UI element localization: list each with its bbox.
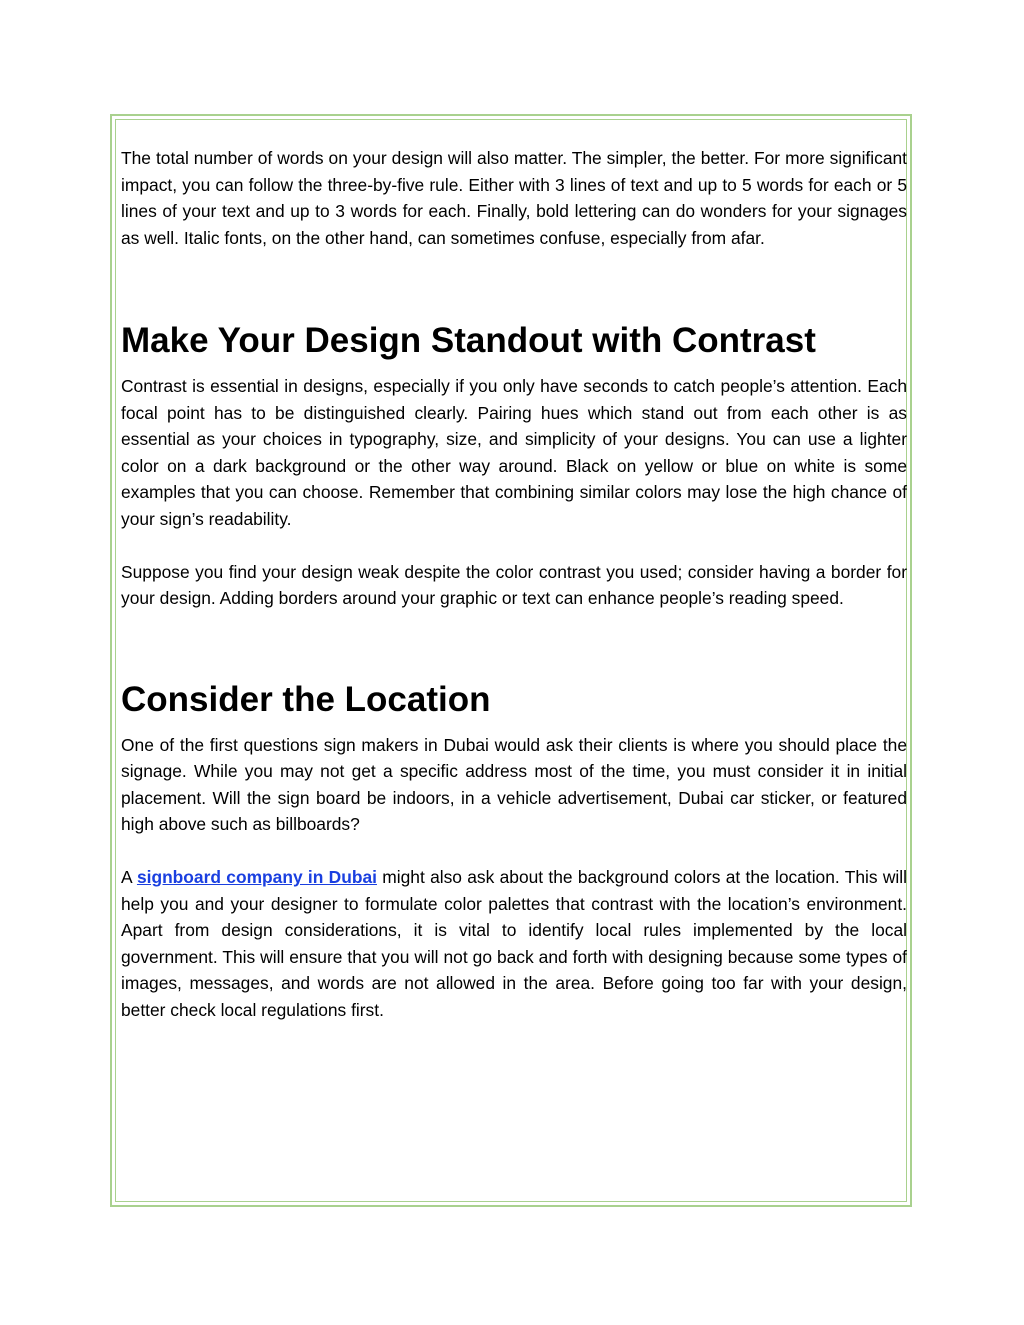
signboard-company-link[interactable]: signboard company in Dubai <box>136 867 377 887</box>
contrast-heading: Make Your Design Standout with Contrast <box>121 321 816 360</box>
contrast-paragraph-2: Suppose you find your design weak despite the color contrast you used; consider having a border for your design. Adding borders around your graphic or text can enhance people’s reading speed. <box>121 561 907 608</box>
location-paragraph-2-prefix: A <box>121 867 137 887</box>
location-paragraph-2-rest: might also ask about the background colors at the location. This will help you and your designer to formulate color palettes that contrast with the location’s environment. Apart from design considerations, it is vital to identify local rules implemented by the local government. This will ensure that you will not go back and forth with designing because some types of images, messages, and words are not allowed in the area. Before going too far with your design, better check local regulations first. <box>121 867 907 1020</box>
location-heading: Consider the Location <box>121 679 491 719</box>
location-paragraph-1: One of the first questions sign makers in Dubai would ask their clients is where you should place the signage. While you may not get a specific address most of the time, you must consider it in initial placement. Will the sign board be indoors, in a vehicle advertisement, Dubai car sticker, or featured high above such as billboards? <box>121 734 907 834</box>
contrast-paragraph-1: Contrast is essential in designs, especially if you only have seconds to catch people’s attention. Each focal point has to be distinguished clearly. Pairing hues which stand out from each other is as essential as your choices in typography, size, and simplicity of your designs. You can use a lighter color on a dark background or the other way around. Black on yellow or blue on white is some examples that you can choose. Remember that combining similar colors may lose the high chance of your sign’s readability. <box>121 376 907 529</box>
intro-paragraph: The total number of words on your design will also matter. The simpler, the better. For more significant impact, you can follow the three-by-five rule. Either with 3 lines of text and up to 5 words for each or 5 lines of your text and up to 3 words for each. Finally, bold lettering can do wonders for your signages as well. Italic fonts, on the other hand, can sometimes confuse, especially from afar. <box>121 148 907 248</box>
location-paragraph-2 <box>121 864 907 1023</box>
document-content <box>121 145 907 1023</box>
